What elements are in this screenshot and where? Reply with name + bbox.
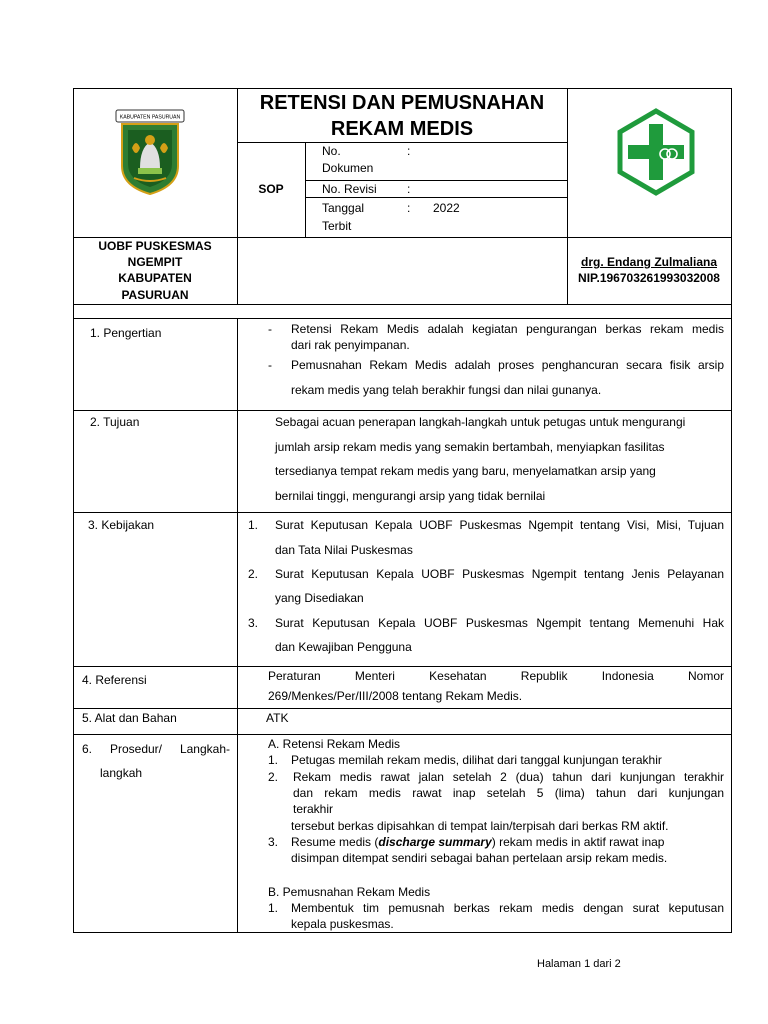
referensi-line2: 269/Menkes/Per/III/2008 tentang Rekam Medis. <box>268 689 523 703</box>
tanggal-terbit-value: 2022 <box>433 201 460 215</box>
prosedur-a2-line1: Rekam medis rawat jalan setelah 2 (dua) tahun dari kunjungan terakhir <box>293 770 724 784</box>
kebijakan-num-2: 2. <box>248 567 259 581</box>
crest-banner-text: KABUPATEN PASURUAN <box>119 114 181 121</box>
pengertian-dash-2: - <box>268 358 272 372</box>
alat-bahan-label: 5. Alat dan Bahan <box>82 711 177 725</box>
prosedur-a3-line2: disimpan ditempat sendiri sebagai bahan pertelaan arsip rekam medis. <box>291 851 668 865</box>
prosedur-b-heading: B. Pemusnahan Rekam Medis <box>268 885 431 899</box>
prosedur-a2-line2: dan rekam medis rawat inap setelah 5 (lima) tahun dari kunjungan <box>293 786 724 800</box>
kebijakan-num-1: 1. <box>248 518 259 532</box>
kebijakan-label: 3. Kebijakan <box>88 518 155 532</box>
kebijakan-item1-line1: Surat Keputusan Kepala UOBF Puskesmas Ngempit tentang Visi, Misi, Tujuan <box>275 518 724 532</box>
prosedur-a3-pre: Resume medis ( <box>291 835 379 849</box>
no-dokumen-colon: : <box>407 144 411 158</box>
referensi-label: 4. Referensi <box>82 673 147 687</box>
prosedur-label-line2: langkah <box>100 766 143 780</box>
no-revisi-label: No. Revisi <box>322 182 377 196</box>
tanggal-terbit-colon: : <box>407 201 411 215</box>
page-number: Halaman 1 dari 2 <box>537 958 621 970</box>
tujuan-line1: Sebagai acuan penerapan langkah-langkah untuk petugas untuk mengurangi <box>275 415 686 429</box>
pengertian-item1-line1: Retensi Rekam Medis adalah kegiatan pengurangan berkas rekam medis <box>291 322 724 336</box>
prosedur-a2-line3: terakhir <box>293 802 334 816</box>
district-crest-logo <box>114 108 186 196</box>
kebijakan-item2-line2: yang Disediakan <box>275 591 364 605</box>
prosedur-a3-emphasis: discharge summary <box>378 835 492 849</box>
unit-name-line2: NGEMPIT <box>127 255 183 269</box>
document-title-line1: RETENSI DAN PEMUSNAHAN <box>259 92 545 114</box>
no-dokumen-label-1: No. <box>322 144 341 158</box>
prosedur-a-heading: A. Retensi Rekam Medis <box>268 737 401 751</box>
kebijakan-item3-line2: dan Kewajiban Pengguna <box>275 640 412 654</box>
prosedur-a3-num: 3. <box>268 835 279 849</box>
tujuan-line2: jumlah arsip rekam medis yang semakin bertambah, menyiapkan fasilitas <box>275 440 665 454</box>
prosedur-b1-line2: kepala puskesmas. <box>291 917 394 931</box>
prosedur-b1-line1: Membentuk tim pemusnah berkas rekam medis dengan surat keputusan <box>291 901 724 915</box>
pengertian-dash-1: - <box>268 322 272 336</box>
no-revisi-colon: : <box>407 182 411 196</box>
kebijakan-item1-line2: dan Tata Nilai Puskesmas <box>275 543 413 557</box>
pengertian-item1-line2: dari rak penyimpanan. <box>291 338 410 352</box>
pengertian-label: 1. Pengertian <box>90 326 162 340</box>
prosedur-a1-text: Petugas memilah rekam medis, dilihat dari tanggal kunjungan terakhir <box>291 753 662 767</box>
signer-name: drg. Endang Zulmaliana <box>580 255 717 269</box>
pengertian-item2-line1: Pemusnahan Rekam Medis adalah proses penghancuran secara fisik arsip <box>291 358 724 372</box>
unit-name-line3: KABUPATEN <box>118 271 192 285</box>
kebijakan-item3-line1: Surat Keputusan Kepala UOBF Puskesmas Ngempit tentang Memenuhi Hak <box>275 616 724 630</box>
unit-name-line4: PASURUAN <box>121 288 189 302</box>
pengertian-item2-line2: rekam medis yang telah berakhir fungsi dan nilai gunanya. <box>291 383 602 397</box>
tujuan-line4: bernilai tinggi, mengurangi arsip yang tidak bernilai <box>275 489 546 503</box>
no-dokumen-label-2: Dokumen <box>322 161 374 175</box>
kebijakan-num-3: 3. <box>248 616 259 630</box>
prosedur-label-line1: 6. Prosedur/ Langkah- <box>82 742 230 756</box>
prosedur-a2-line4: tersebut berkas dipisahkan di tempat lain/terpisah dari berkas RM aktif. <box>291 819 669 833</box>
alat-bahan-value: ATK <box>266 711 289 725</box>
prosedur-a3-post: ) rekam medis in aktif rawat inap <box>491 835 665 849</box>
unit-name-line1: UOBF PUSKESMAS <box>98 239 212 253</box>
kebijakan-item2-line1: Surat Keputusan Kepala UOBF Puskesmas Ngempit tentang Jenis Pelayanan <box>275 567 724 581</box>
tujuan-label: 2. Tujuan <box>90 415 140 429</box>
tanggal-terbit-label-2: Terbit <box>322 219 352 233</box>
signer-nip: NIP.196703261993032008 <box>578 271 720 285</box>
prosedur-b1-num: 1. <box>268 901 279 915</box>
puskesmas-logo <box>616 108 696 196</box>
sop-label: SOP <box>258 182 284 196</box>
tanggal-terbit-label-1: Tanggal <box>322 201 365 215</box>
referensi-line1: Peraturan Menteri Kesehatan Republik Indonesia Nomor <box>268 669 724 683</box>
prosedur-a3-line1 <box>291 834 724 850</box>
document-title-line2: REKAM MEDIS <box>330 118 474 140</box>
prosedur-a2-num: 2. <box>268 770 279 784</box>
prosedur-a1-num: 1. <box>268 753 279 767</box>
tujuan-line3: tersedianya tempat rekam medis yang baru, menyelamatkan arsip yang <box>275 464 656 478</box>
